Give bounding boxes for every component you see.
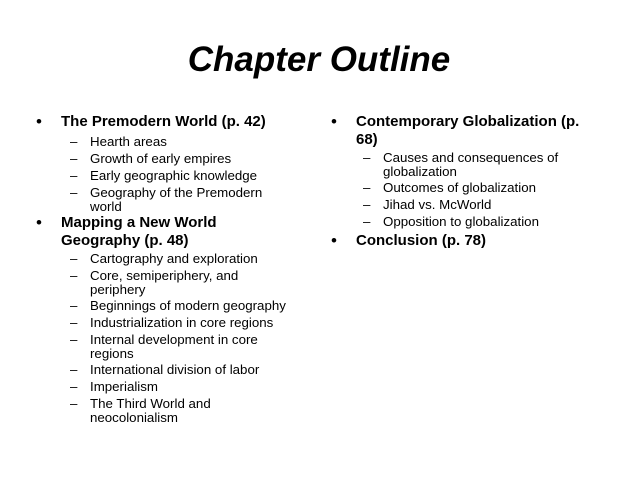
sub-item-text: Jihad vs. McWorld (383, 197, 492, 212)
dash-mark: – (70, 332, 78, 347)
dash-mark: – (70, 185, 78, 200)
sub-item-text: Growth of early empires (90, 151, 232, 166)
bullet-text-continued: 68) (356, 131, 378, 148)
dash-mark: – (70, 268, 78, 283)
dash-mark: – (70, 134, 78, 149)
sub-item-text: Cartography and exploration (90, 251, 258, 266)
dash-mark: – (70, 396, 78, 411)
sub-item-text: Causes and consequences of (383, 150, 559, 165)
sub-item-text-continued: world (90, 199, 122, 214)
bullet-text-continued: Geography (p. 48) (61, 232, 189, 249)
sub-item-text-continued: regions (90, 346, 134, 361)
bullet-mark: • (331, 231, 337, 250)
dash-mark: – (70, 315, 78, 330)
sub-item-text: Early geographic knowledge (90, 168, 258, 183)
dash-mark: – (70, 298, 78, 313)
bullet-mark: • (36, 112, 42, 131)
bullet-text: Mapping a New World (61, 214, 217, 231)
bullet-text: Conclusion (p. 78) (356, 232, 487, 249)
bullet-mark: • (36, 213, 42, 232)
dash-mark: – (363, 197, 371, 212)
sub-item-text: International division of labor (90, 362, 260, 377)
sub-item-text: The Third World and (90, 396, 211, 411)
sub-item-text-continued: neocolonialism (90, 410, 178, 425)
sub-item-text: Core, semiperiphery, and (90, 268, 239, 283)
bullet-text: Contemporary Globalization (p. (356, 113, 580, 130)
sub-item-text: Geography of the Premodern (90, 185, 263, 200)
dash-mark: – (363, 150, 371, 165)
bullet-text: The Premodern World (p. 42) (61, 113, 266, 130)
sub-item-text: Internal development in core (90, 332, 258, 347)
dash-mark: – (70, 379, 78, 394)
sub-item-text: Industrialization in core regions (90, 315, 274, 330)
dash-mark: – (363, 180, 371, 195)
dash-mark: – (70, 168, 78, 183)
slide-title: Chapter Outline (187, 40, 451, 79)
sub-item-text: Outcomes of globalization (383, 180, 536, 195)
sub-item-text: Beginnings of modern geography (90, 298, 286, 313)
sub-item-text-continued: periphery (90, 282, 146, 297)
bullet-mark: • (331, 112, 337, 131)
dash-mark: – (363, 214, 371, 229)
dash-mark: – (70, 151, 78, 166)
sub-item-text: Opposition to globalization (383, 214, 539, 229)
sub-item-text: Imperialism (90, 379, 158, 394)
dash-mark: – (70, 362, 78, 377)
sub-item-text: Hearth areas (90, 134, 167, 149)
sub-item-text-continued: globalization (383, 164, 457, 179)
dash-mark: – (70, 251, 78, 266)
